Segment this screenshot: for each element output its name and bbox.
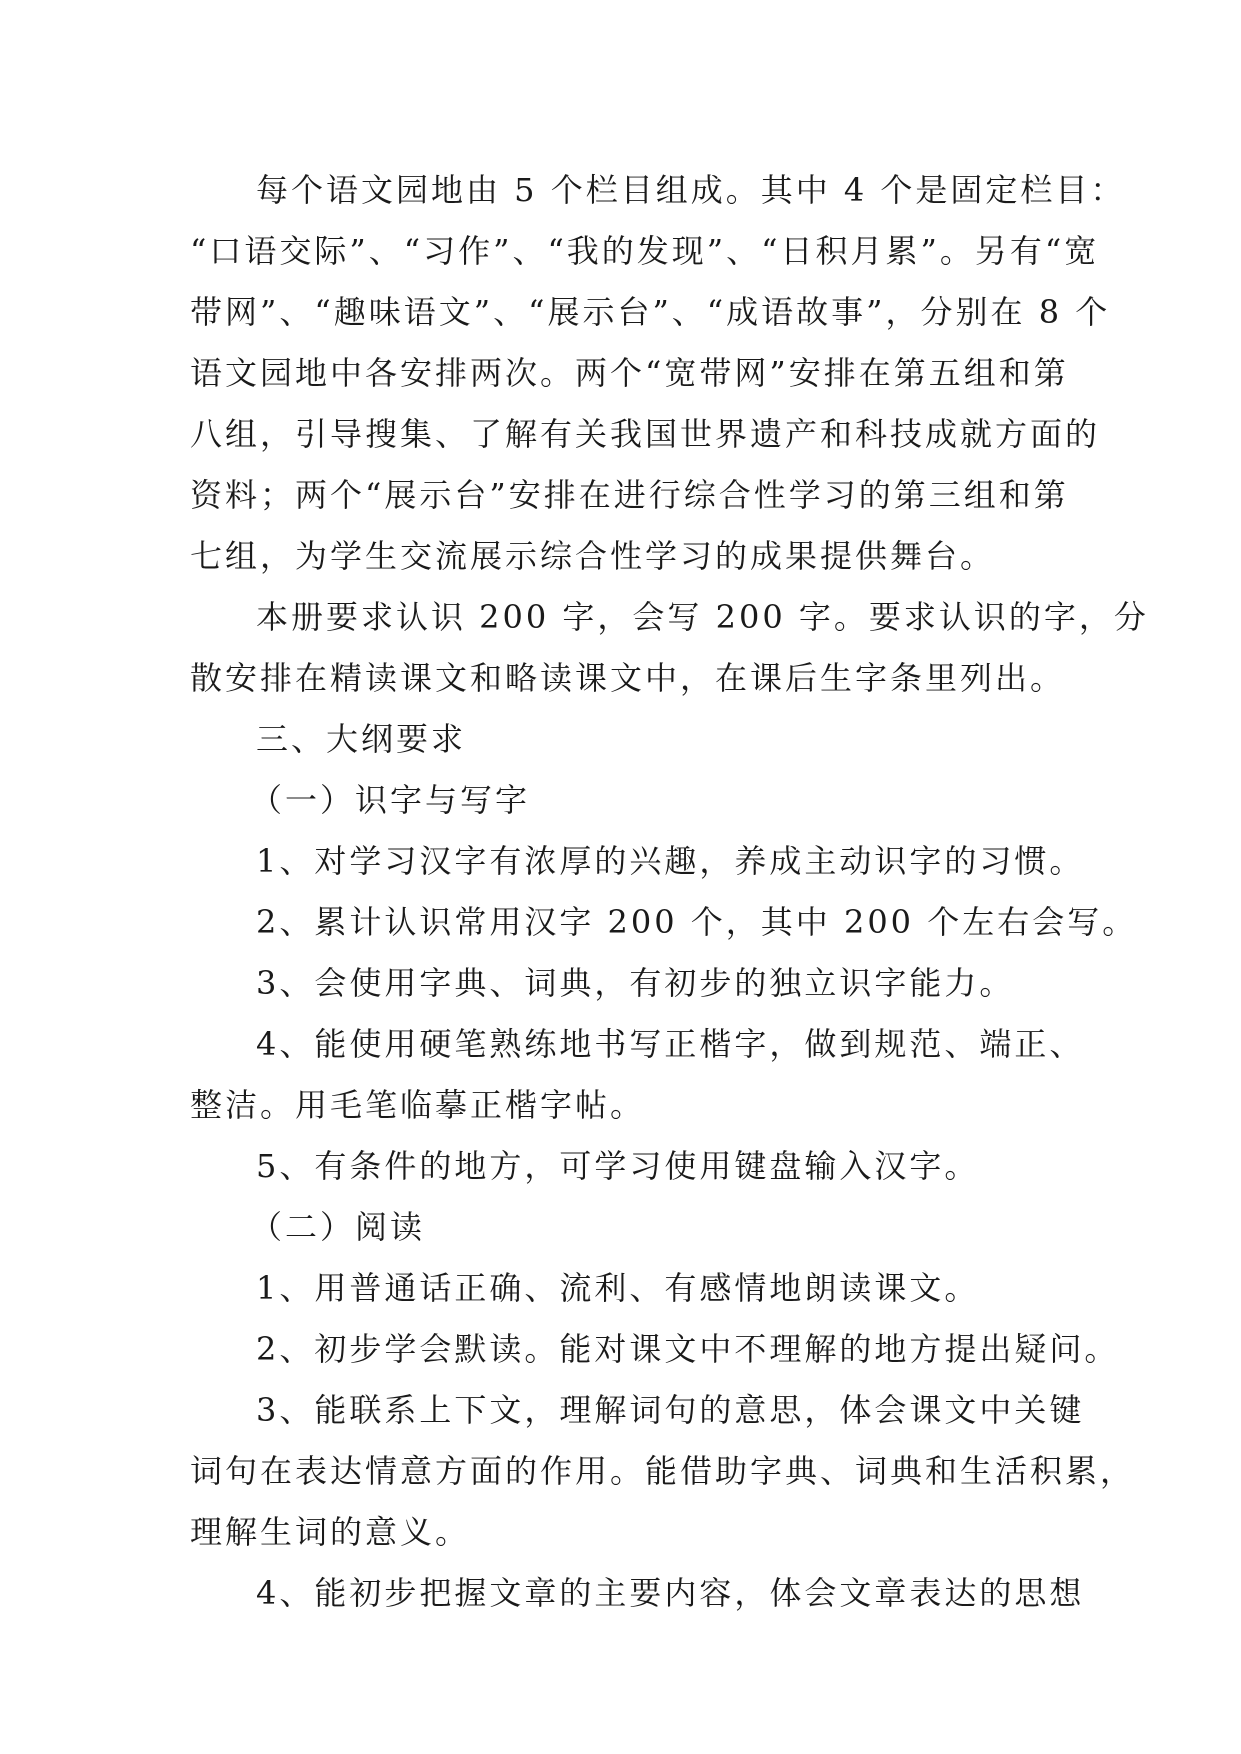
- subsection-heading: （二）阅读: [250, 1208, 426, 1246]
- text-line: 本册要求认识 200 字，会写 200 字。要求认识的字，分: [256, 598, 1149, 636]
- text-line: 散安排在精读课文和略读课文中，在课后生字条里列出。: [190, 659, 1066, 697]
- text-line: 理解生词的意义。: [190, 1513, 471, 1551]
- text-line: 语文园地中各安排两次。两个“宽带网”安排在第五组和第: [190, 354, 1069, 392]
- text-line: 带网”、“趣味语文”、“展示台”、“成语故事”，分别在 8 个: [190, 293, 1111, 331]
- text-line: 词句在表达情意方面的作用。能借助字典、词典和生活积累，: [190, 1452, 1136, 1490]
- list-item: 2、累计认识常用汉字 200 个，其中 200 个左右会写。: [256, 903, 1138, 941]
- text-line: 整洁。用毛笔临摹正楷字帖。: [190, 1086, 646, 1124]
- text-line: “口语交际”、“习作”、“我的发现”、“日积月累”。另有“宽: [190, 232, 1100, 270]
- text-line: 八组，引导搜集、了解有关我国世界遗产和科技成就方面的: [190, 415, 1101, 453]
- list-item: 4、能使用硬笔熟练地书写正楷字，做到规范、端正、: [256, 1025, 1085, 1063]
- document-page: [190, 160, 1149, 1624]
- text-line: 每个语文园地由 5 个栏目组成。其中 4 个是固定栏目：: [256, 171, 1126, 209]
- text-line: 资料；两个“展示台”安排在进行综合性学习的第三组和第: [190, 476, 1069, 514]
- section-heading: 三、大纲要求: [256, 720, 467, 758]
- list-item: 4、能初步把握文章的主要内容，体会文章表达的思想: [256, 1574, 1085, 1612]
- list-item: 3、能联系上下文，理解词句的意思，体会课文中关键: [256, 1391, 1085, 1429]
- list-item: 3、会使用字典、词典，有初步的独立识字能力。: [256, 964, 1015, 1002]
- list-item: 1、对学习汉字有浓厚的兴趣，养成主动识字的习惯。: [256, 842, 1085, 880]
- list-item: 5、有条件的地方，可学习使用键盘输入汉字。: [256, 1147, 980, 1185]
- list-item: 1、用普通话正确、流利、有感情地朗读课文。: [256, 1269, 980, 1307]
- list-item: 2、初步学会默读。能对课文中不理解的地方提出疑问。: [256, 1330, 1120, 1368]
- text-line: 七组，为学生交流展示综合性学习的成果提供舞台。: [190, 537, 996, 575]
- subsection-heading: （一）识字与写字: [250, 781, 531, 819]
